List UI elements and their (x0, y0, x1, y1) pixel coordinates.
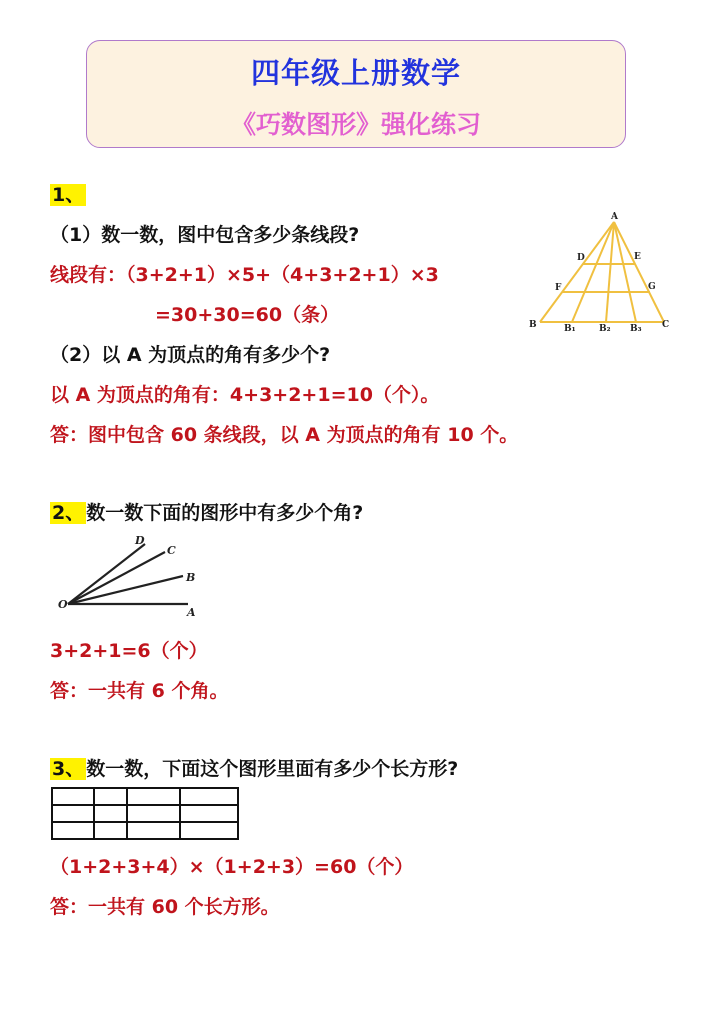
label-A: A (187, 606, 196, 619)
label-C: C (662, 320, 670, 330)
label-O: O (58, 598, 68, 611)
label-G: G (648, 282, 656, 292)
label-D: D (577, 253, 585, 263)
label-D: D (135, 534, 145, 547)
q3-number: 3、 (52, 758, 85, 780)
label-A: A (611, 212, 618, 222)
q1-number: 1、 (52, 184, 85, 206)
q2-answer: 答：一共有 6 个角。 (50, 680, 229, 702)
label-B2: B₂ (599, 324, 611, 334)
label-E: E (634, 252, 641, 262)
q1-calc-line1: 线段有：（3+2+1）×5+（4+3+2+1）×3 (50, 264, 439, 286)
label-B1: B₁ (564, 324, 576, 334)
q1-part2-question: （2）以 A 为顶点的角有多少个? (50, 344, 331, 366)
q3-calc: （1+2+3+4）×（1+2+3）=60（个） (50, 856, 414, 878)
page-subtitle: 《巧数图形》强化练习 (230, 110, 481, 139)
label-B3: B₃ (630, 324, 642, 334)
q1-part1-question: （1）数一数，图中包含多少条线段? (50, 224, 360, 246)
q2-number: 2、 (52, 502, 85, 524)
q3-answer: 答：一共有 60 个长方形。 (50, 896, 280, 918)
q1-answer: 答：图中包含 60 条线段，以 A 为顶点的角有 10 个。 (50, 424, 519, 446)
q3-question: 3、 数一数，下面这个图形里面有多少个长方形? (52, 758, 459, 780)
page-title: 四年级上册数学 (250, 56, 461, 90)
label-B: B (186, 571, 196, 584)
q2-calc: 3+2+1=6（个） (50, 640, 208, 662)
title-box (86, 40, 626, 148)
q1-triangle-figure (524, 210, 674, 335)
q1-calc-line3: 以 A 为顶点的角有：4+3+2+1=10（个）。 (50, 384, 440, 406)
q2-question: 2、 数一数下面的图形中有多少个角? (52, 502, 364, 524)
q3-rectangle-grid (50, 785, 242, 843)
q2-angle-figure (55, 530, 215, 620)
q1-calc-line2: =30+30=60（条） (155, 304, 340, 326)
label-C: C (167, 544, 176, 557)
label-F: F (555, 283, 562, 293)
label-B: B (529, 320, 537, 330)
